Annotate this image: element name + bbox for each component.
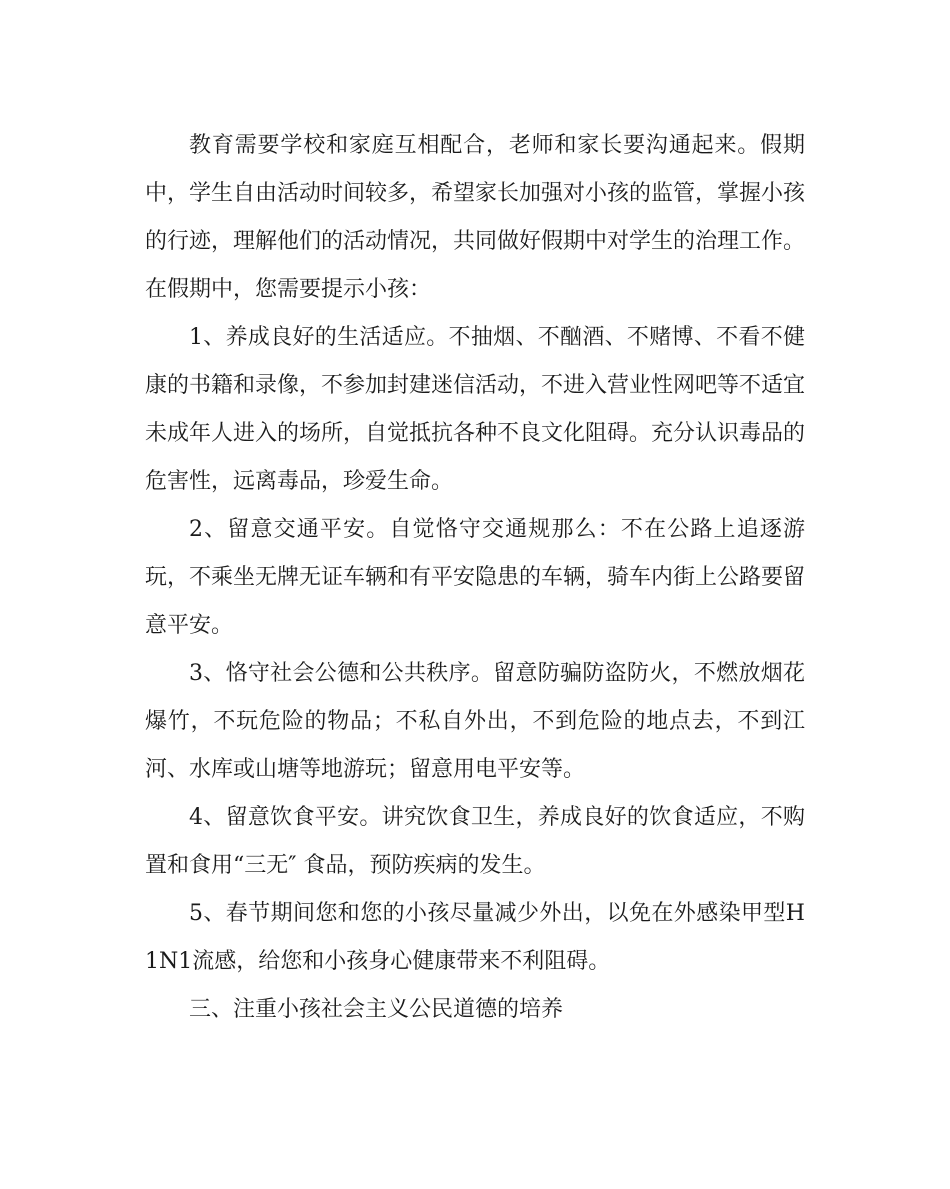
paragraph-item-1: 1、养成良好的生活适应。不抽烟、不酗酒、不赌博、不看不健康的书籍和录像，不参加封建迷信活动，不进入营业性网吧等不适宜未成年人进入的场所，自觉抵抗各种不良文化阻碍。充分认识毒品的危害性，远离毒品，珍爱生命。 [145, 325, 806, 494]
paragraph-item-2: 2、留意交通平安。自觉恪守交通规那么：不在公路上追逐游玩，不乘坐无牌无证车辆和有平安隐患的车辆，骑车内街上公路要留意平安。 [145, 517, 806, 638]
paragraph-intro: 教育需要学校和家庭互相配合，老师和家长要沟通起来。假期中，学生自由活动时间较多，希望家长加强对小孩的监管，掌握小孩的行迹，理解他们的活动情况，共同做好假期中对学生的治理工作。在假期中，您需要提示小孩： [145, 133, 806, 302]
paragraph-item-4: 4、留意饮食平安。讲究饮食卫生，养成良好的饮食适应，不购置和食用“三无″ 食品，预防疾病的发生。 [145, 805, 805, 878]
paragraph-item-5: 5、春节期间您和您的小孩尽量减少外出，以免在外感染甲型H1N1流感，给您和小孩身心健康带来不利阻碍。 [145, 901, 805, 974]
document-body [145, 122, 805, 1034]
section-heading: 三、注重小孩社会主义公民道德的培养 [189, 997, 564, 1022]
paragraph-item-3: 3、恪守社会公德和公共秩序。留意防骗防盗防火，不燃放烟花爆竹，不玩危险的物品；不私自外出，不到危险的地点去，不到江河、水库或山塘等地游玩；留意用电平安等。 [145, 661, 805, 782]
